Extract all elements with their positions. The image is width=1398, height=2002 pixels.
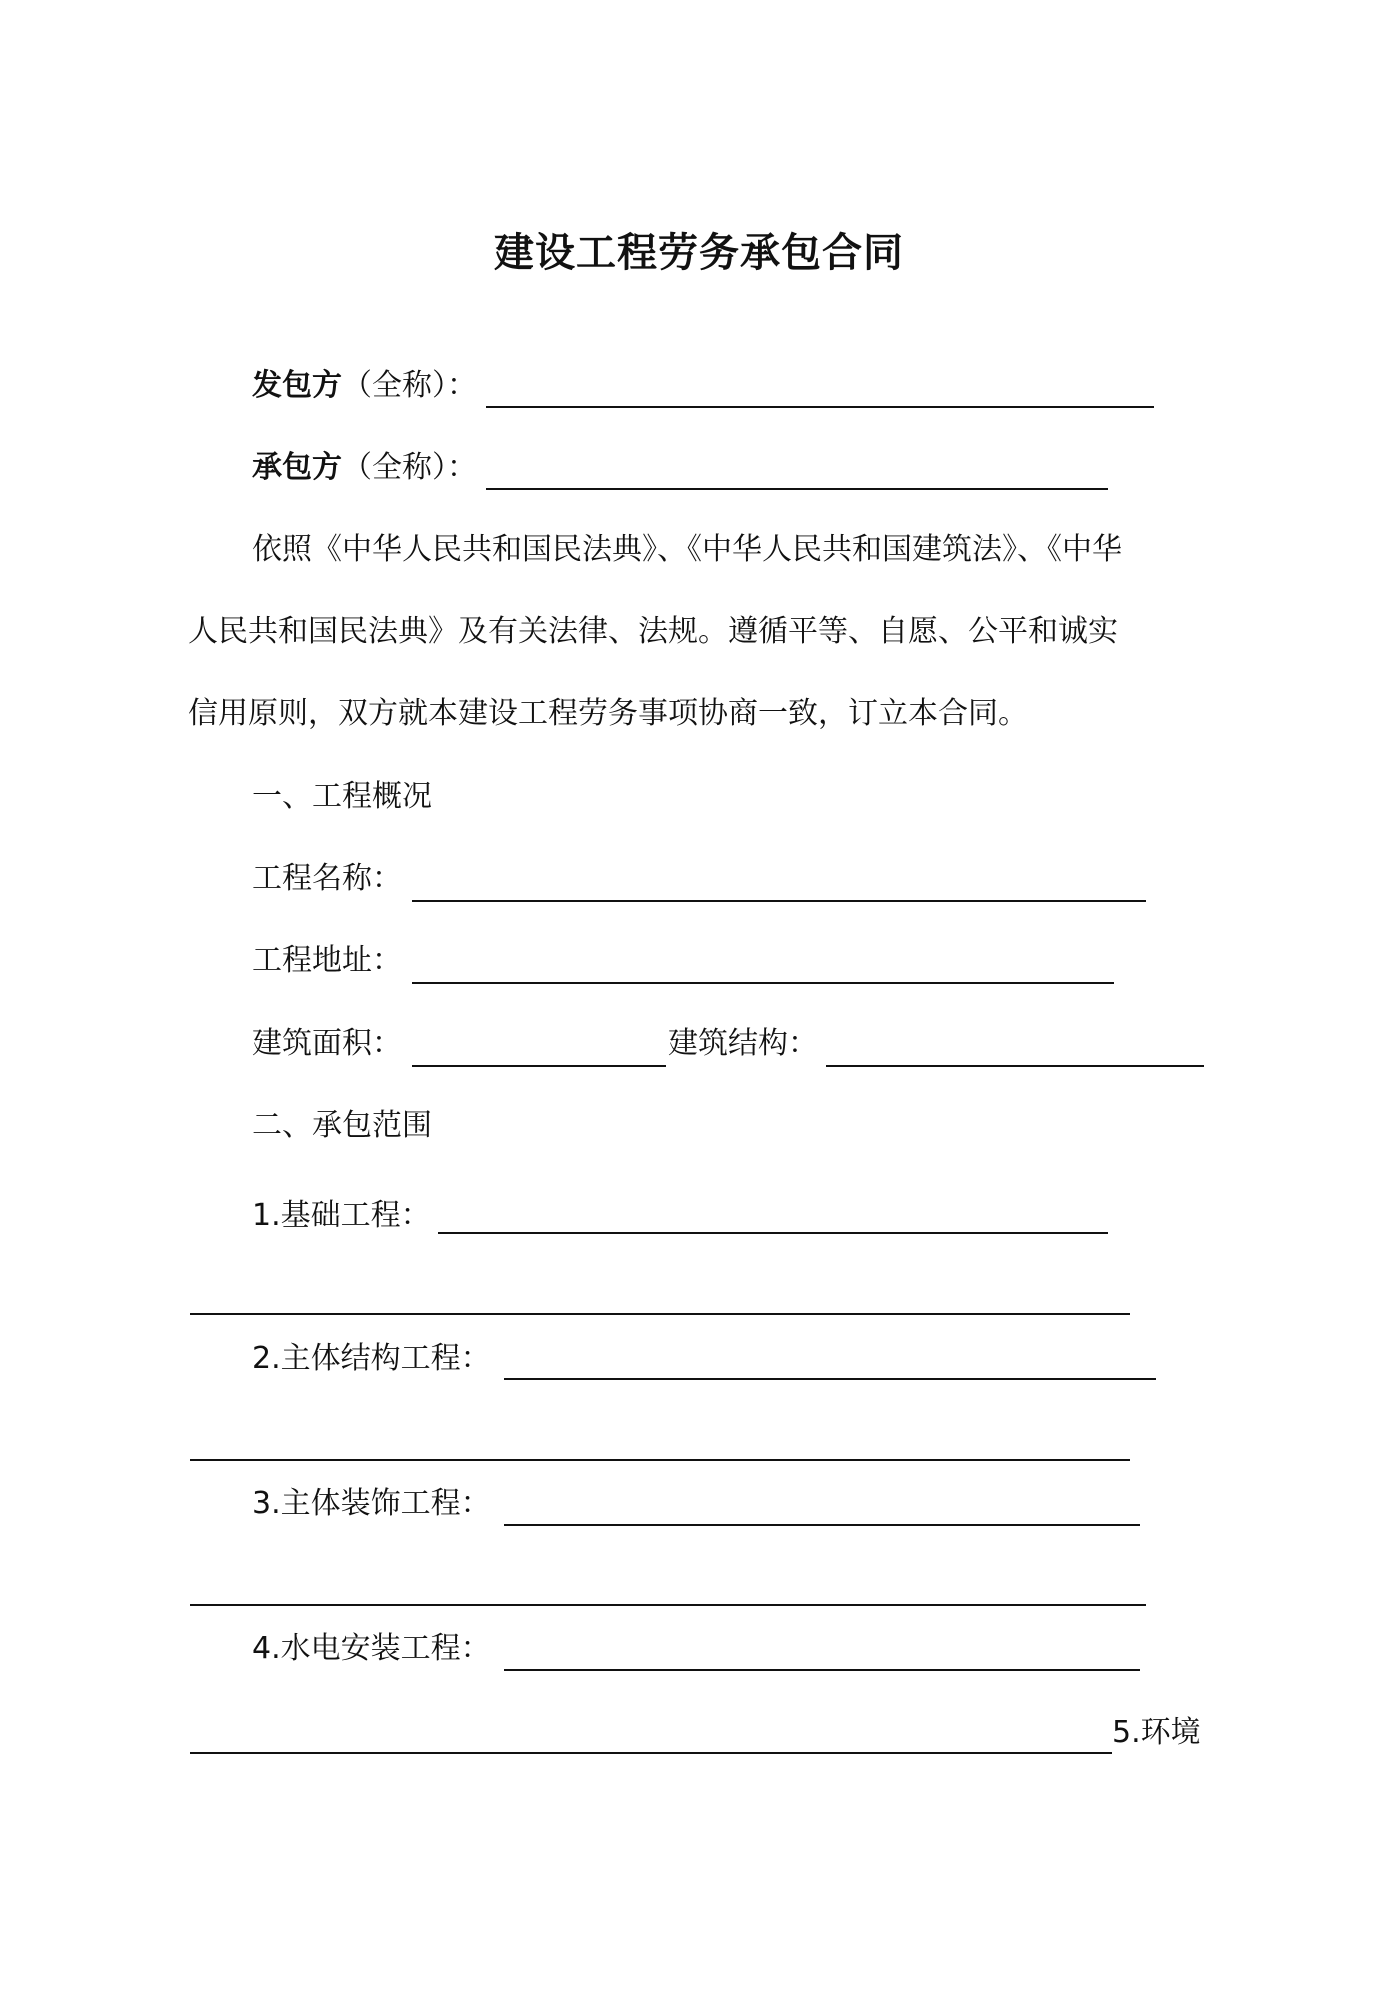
scope-item-4-blank[interactable] [504,1669,1140,1671]
building-area-label: 建筑面积： [252,1026,402,1061]
building-area-blank[interactable] [412,1065,666,1067]
scope-item-5-label: 5.环境 [1112,1715,1201,1750]
scope-item-4-label: 4.水电安装工程： [252,1631,491,1666]
section1-heading: 一、工程概况 [252,779,432,814]
preamble-line-1: 依照《中华人民共和国民法典》、《中华人民共和国建筑法》、《中华 [252,532,1122,567]
contractor-label: 承包方 [252,450,342,485]
scope-item-4-blank-continued[interactable] [190,1752,1112,1754]
scope-item-1-blank-continued[interactable] [190,1313,1130,1315]
scope-item-1-label: 1.基础工程： [252,1198,431,1233]
contractor-suffix: （全称）： [342,450,477,485]
project-address-blank[interactable] [412,982,1114,984]
section2-heading: 二、承包范围 [252,1108,432,1143]
project-name-label: 工程名称： [252,861,402,896]
employer-suffix: （全称）： [342,368,477,403]
contractor-name-blank[interactable] [486,488,1108,490]
building-structure-blank[interactable] [826,1065,1204,1067]
scope-item-3-blank[interactable] [504,1524,1140,1526]
employer-label-line [252,365,477,407]
scope-item-2-label: 2.主体结构工程： [252,1341,491,1376]
employer-name-blank[interactable] [486,406,1154,408]
document-title: 建设工程劳务承包合同 [494,230,904,276]
scope-item-3-label: 3.主体装饰工程： [252,1486,491,1521]
scope-item-2-blank[interactable] [504,1378,1156,1380]
contractor-label-line [252,447,477,489]
project-address-label: 工程地址： [252,943,402,978]
preamble-line-2: 人民共和国民法典》及有关法律、法规。遵循平等、自愿、公平和诚实 [188,614,1118,649]
employer-label: 发包方 [252,368,342,403]
project-name-blank[interactable] [412,900,1146,902]
scope-item-3-blank-continued[interactable] [190,1604,1146,1606]
preamble-line-3: 信用原则，双方就本建设工程劳务事项协商一致，订立本合同。 [188,696,1028,731]
building-structure-label: 建筑结构： [668,1026,818,1061]
scope-item-1-blank[interactable] [438,1232,1108,1234]
scope-item-2-blank-continued[interactable] [190,1459,1130,1461]
